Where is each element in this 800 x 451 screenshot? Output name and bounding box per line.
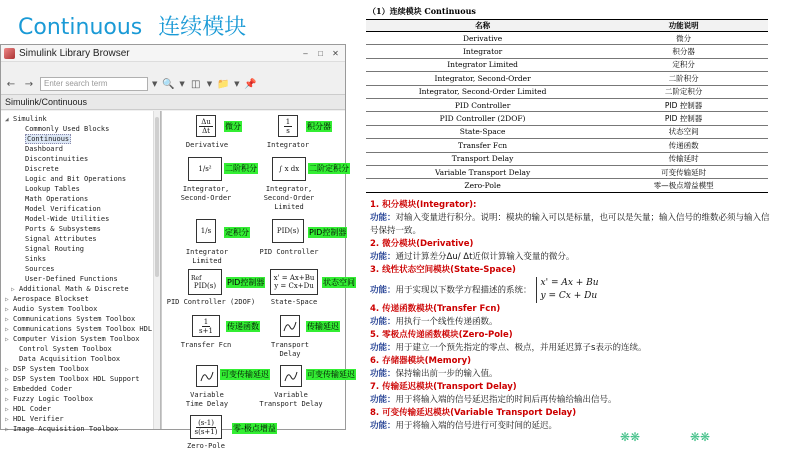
statespace-block[interactable] [270,269,318,295]
entry-desc-line [370,277,770,303]
module-name-cell: Integrator, Second-Order [366,72,599,85]
table-row [366,179,768,192]
entry-desc-line [370,342,770,355]
tree-item[interactable] [1,114,160,124]
table-row [366,112,768,125]
tree-item-label: Signal Routing [25,245,85,253]
search-dropdown-icon[interactable]: ▼ [152,80,158,88]
module-name-cell: Variable Transport Delay [366,165,599,178]
table-row [366,58,768,71]
library-tree [1,111,161,433]
tree-item-label: Audio System Toolbox [13,305,98,313]
pid2dof-sym: PID(s) [193,281,217,290]
tree-item[interactable] [1,374,160,384]
entry-title: 8. 可变传输延迟模块(Variable Transport Delay) [370,407,577,418]
entry-title: 7. 传输延迟模块(Transport Delay) [370,381,517,392]
tree-item[interactable] [1,184,160,194]
table-row [366,165,768,178]
entry-title: 5. 零极点传递函数模块(Zero-Pole) [370,329,513,340]
pid2dof-block[interactable] [188,269,222,295]
module-name-cell: Transport Delay [366,152,599,165]
open-folder-icon[interactable]: 📁 [216,78,230,90]
tree-item-label: Discrete [25,165,59,173]
statespace-label: State-Space [270,298,318,306]
transferfcn-num: 1 [203,317,209,326]
search-options-dropdown-icon[interactable]: ▼ [179,80,185,88]
tree-item[interactable] [1,214,160,224]
pid-block[interactable] [272,219,304,243]
entry-desc: 用于将输入端的信号延迟指定的时间后再传输给输出信号。 [395,394,617,405]
forward-icon[interactable]: → [24,78,34,90]
expand-arrow-icon[interactable]: ▷ [11,286,15,293]
vartransportdelay-block[interactable] [280,365,302,387]
table-row [366,125,768,138]
tag-derivative: 微分 [225,122,241,131]
integrator2lim-label: Integrator, Second-Order Limited [263,185,315,211]
tree-item[interactable] [1,344,160,354]
tag-vartimedelay: 可变传输延迟 [221,370,269,379]
pid2dof-ref: Ref [191,274,202,282]
expand-arrow-icon[interactable]: ▷ [5,426,9,433]
tree-item[interactable] [1,304,160,314]
tree-item-label: Math Operations [25,195,89,203]
integrator2-sym: 1/s² [198,165,212,173]
search-input[interactable]: Enter search term [40,77,148,91]
tree-item[interactable] [1,364,160,374]
tree-item[interactable] [1,254,160,264]
tree-item-label: DSP System Toolbox HDL Support [13,375,140,383]
simulink-library-browser [0,44,355,450]
tree-item[interactable] [1,204,160,214]
slide-title [18,10,246,41]
entry-title: 6. 存储器模块(Memory) [370,355,472,366]
search-options-icon[interactable]: 🔍 [162,78,175,90]
doc-heading: （1）连续模块 Continuous [368,6,476,16]
tree-item-label: Data Acquisition Toolbox [19,355,121,363]
tree-item[interactable] [1,174,160,184]
tree-item[interactable] [1,234,160,244]
tree-item-label: User-Defined Functions [25,275,118,283]
tree-item[interactable] [1,334,160,344]
module-desc-cell: 微分 [599,32,768,45]
tree-item-label: Aerospace Blockset [13,295,89,303]
tree-item-label: Computer Vision System Toolbox [13,335,140,343]
entry-desc-line [370,212,770,238]
pid-sym: PID(s) [276,227,300,235]
tree-item-label: HDL Coder [13,405,51,413]
tree-item-label: Communications System Toolbox HDL [13,325,153,333]
tag-integrator2: 二阶积分 [225,164,257,173]
statespace-l2: y = Cx+Du [274,282,314,290]
module-name-cell: Integrator Limited [366,58,599,71]
window-titlebar [1,45,345,62]
col-name-header: 名称 [366,20,599,32]
module-table [366,19,768,193]
library-path: Simulink/Continuous [1,94,345,110]
module-desc-cell: 传递函数 [599,139,768,152]
table-row [366,98,768,111]
tree-item[interactable] [1,394,160,404]
module-descriptions [370,199,770,433]
integrator-num: 1 [285,117,291,126]
tree-item[interactable] [1,244,160,254]
tree-item[interactable] [1,274,160,284]
vartimedelay-block[interactable] [196,365,218,387]
entry-desc: 用于将输入端的信号进行可变时间的延迟。 [395,420,558,431]
vartimedelay-label: Variable Time Delay [185,391,229,408]
equation-line-2: y = Cx + Du [540,290,598,301]
tree-item-label: Additional Math & Discrete [19,285,129,293]
expand-arrow-icon[interactable]: ▷ [5,366,9,373]
toolbar [1,74,345,94]
tree-item[interactable] [1,194,160,204]
col-desc-header: 功能说明 [599,20,768,32]
module-desc-cell: PID 控制器 [599,112,768,125]
expand-arrow-icon[interactable]: ▷ [5,406,9,413]
integrator2-block[interactable] [188,157,222,181]
tree-item-label: Signal Attributes [25,235,97,243]
entry-desc-line [370,316,770,329]
transferfcn-den: s+1 [199,326,213,335]
tag-pid: PID控制器 [309,228,347,237]
module-name-cell: Zero-Pole [366,179,599,192]
module-name-cell: PID Controller [366,98,599,111]
table-row [366,152,768,165]
maximize-icon[interactable]: □ [318,48,323,58]
module-desc-cell: 二阶积分 [599,72,768,85]
slide-title-en: Continuous [18,15,143,40]
tree-item-label: DSP System Toolbox [13,365,89,373]
pin-icon[interactable]: 📌 [244,78,257,90]
tree-item-label: Embedded Coder [13,385,73,393]
module-desc-cell: 定积分 [599,58,768,71]
tree-item[interactable] [1,144,160,154]
expand-arrow-icon[interactable]: ▷ [5,396,9,403]
zeropole-num: (s-1) [198,418,214,427]
expand-arrow-icon[interactable]: ▷ [5,326,9,333]
document-panel [362,0,770,450]
state-space-equation [536,277,599,303]
menubar [1,62,345,74]
tag-zeropole: 零-极点增益 [233,424,276,433]
transferfcn-block[interactable] [192,315,220,337]
tree-item-label: Dashboard [25,145,63,153]
entry-desc: 对输入变量进行积分。说明：模块的输入可以是标量，也可以是矢量；输入信号的维数必须与输入信号保持一致。 [370,212,770,236]
entry-desc-line [370,251,770,264]
variable-transport-delay-icon [284,369,298,383]
module-name-cell: Integrator [366,45,599,58]
expand-arrow-icon[interactable]: ▷ [5,306,9,313]
integrator-label: Integrator [266,141,310,149]
module-desc-cell: PID 控制器 [599,98,768,111]
integrator2-label: Integrator, Second-Order [180,185,232,202]
tag-integratorlim: 定积分 [225,228,249,237]
tree-item[interactable] [1,424,160,434]
entry-func-label: 功能： [370,368,396,379]
tag-statespace: 状态空间 [323,278,355,287]
derivative-block[interactable] [196,115,216,137]
decoration-sparkle-icon: ❋❋ [690,430,711,444]
entry-func-label: 功能： [370,342,396,353]
window-title: Simulink Library Browser [19,47,130,59]
equation-line-1: x' = Ax + Bu [540,277,599,288]
integrator-den: s [286,126,290,135]
pid2dof-label: PID Controller (2DOF) [166,298,256,306]
expand-arrow-icon[interactable]: ▷ [5,416,9,423]
tree-item-label: Lookup Tables [25,185,80,193]
integratorlim-label: Integrator Limited [185,248,229,265]
integrator2lim-sym: ∫ x dx [278,165,300,173]
vartransportdelay-label: Variable Transport Delay [259,391,323,408]
new-model-icon[interactable]: ◫ [191,78,201,90]
entry-title: 1. 积分模块(Integrator): [370,199,477,210]
entry-title: 2. 微分模块(Derivative) [370,238,474,249]
entry-title: 3. 线性状态空间模块(State-Space) [370,264,516,275]
tree-item-label: HDL Verifier [13,415,64,423]
tree-item[interactable] [1,164,160,174]
tree-item-label: Control System Toolbox [19,345,112,353]
tree-item[interactable] [1,154,160,164]
tree-item-label: Logic and Bit Operations [25,175,127,183]
tree-item[interactable] [1,324,160,334]
tag-transportdelay: 传输延迟 [307,322,339,331]
zeropole-block[interactable] [190,415,222,439]
entry-desc: 用执行一个线性传递函数。 [395,316,498,327]
module-desc-cell: 状态空间 [599,125,768,138]
expand-arrow-icon[interactable]: ▷ [5,296,9,303]
tag-vartransportdelay: 可变传输延迟 [307,370,355,379]
entry-desc-line [370,368,770,381]
tag-integrator2lim: 二阶定积分 [309,164,349,173]
transferfcn-label: Transfer Fcn [180,341,232,349]
variable-time-delay-icon [200,369,214,383]
module-desc-cell: 积分器 [599,45,768,58]
close-icon[interactable]: ✕ [332,48,339,58]
integrator-block[interactable] [278,115,298,137]
slide-title-cn: 连续模块 [158,15,247,40]
tree-item-label: Simulink [13,115,47,123]
zeropole-den: s(s+1) [194,427,218,436]
entry-func-label: 功能： [370,251,396,262]
entry-func-label: 功能： [370,285,396,296]
zeropole-label: Zero-Pole [187,442,225,450]
new-model-dropdown-icon[interactable]: ▼ [206,80,213,88]
module-name-cell: Integrator, Second-Order Limited [366,85,599,98]
tree-item[interactable] [1,384,160,394]
tree-item-label: Fuzzy Logic Toolbox [13,395,94,403]
expand-arrow-icon[interactable]: ◢ [5,116,9,123]
expand-arrow-icon[interactable]: ▷ [5,336,9,343]
table-row [366,45,768,58]
entry-func-label: 功能： [370,420,396,431]
tree-item-label: Image Acquisition Toolbox [13,425,119,433]
module-desc-cell: 可变传输延时 [599,165,768,178]
tree-item[interactable] [1,134,160,144]
entry-desc: 用于实现以下数学方程描述的系统： [395,285,532,296]
tree-item[interactable] [1,404,160,414]
module-name-cell: PID Controller (2DOF) [366,112,599,125]
entry-desc: 保持输出前一步的输入值。 [395,368,498,379]
tree-item[interactable] [1,414,160,424]
tree-item[interactable] [1,124,160,134]
entry-desc: 用于建立一个预先指定的零点、极点，并用延迟算子s表示的连续。 [395,342,647,353]
transportdelay-block[interactable] [280,315,300,337]
table-row [366,85,768,98]
pid-label: PID Controller [259,248,319,256]
entry-func-label: 功能： [370,212,396,223]
tree-item-label: Commonly Used Blocks [25,125,110,133]
statespace-l1: x' = Ax+Bu [273,274,315,282]
open-folder-dropdown-icon[interactable]: ▼ [234,80,240,88]
transportdelay-label: Transport Delay [271,341,309,358]
tree-item-label: Ports & Subsystems [25,225,101,233]
tag-pid2dof: PID控制器 [227,278,265,287]
block-panel [161,111,355,450]
module-desc-cell: 零—极点增益模型 [599,179,768,192]
module-name-cell: Derivative [366,32,599,45]
tree-item[interactable] [1,224,160,234]
module-name-cell: Transfer Fcn [366,139,599,152]
entry-func-label: 功能： [370,316,396,327]
integrator2lim-block[interactable] [272,157,306,181]
module-desc-cell: 传输延时 [599,152,768,165]
tree-item[interactable] [1,264,160,274]
entry-desc: 通过计算差分Δu/ Δt近似计算输入变量的微分。 [395,251,575,262]
tag-transferfcn: 传递函数 [227,322,259,331]
tree-item-label: Discontinuities [25,155,89,163]
table-row [366,139,768,152]
derivative-label: Derivative [185,141,229,149]
derivative-num: Δu [201,117,211,126]
entry-func-label: 功能： [370,394,396,405]
transport-delay-icon [283,319,297,333]
tag-integrator: 积分器 [307,122,331,131]
integratorlim-sym: 1/s [200,227,212,235]
entry-desc-line [370,394,770,407]
tree-item-label: Sources [25,265,55,273]
simulink-app-icon [4,48,15,59]
tree-item-label: Communications System Toolbox [13,315,136,323]
tree-item[interactable] [1,314,160,324]
integratorlim-block[interactable] [196,219,216,243]
back-icon[interactable]: ← [6,78,16,90]
tree-item[interactable] [1,354,160,364]
table-row [366,32,768,45]
tree-item-label: Model-Wide Utilities [25,215,110,223]
tree-item[interactable] [1,284,160,294]
module-desc-cell: 二阶定积分 [599,85,768,98]
tree-item[interactable] [1,294,160,304]
entry-title: 4. 传递函数模块(Transfer Fcn) [370,303,501,314]
minimize-icon[interactable]: – [303,48,308,58]
expand-arrow-icon[interactable]: ▷ [5,386,9,393]
tree-item-label: Continuous [27,135,70,143]
derivative-den: Δt [202,126,210,135]
tree-item-label: Sinks [25,255,47,263]
decoration-sparkle-icon: ❋❋ [620,430,641,444]
table-row [366,72,768,85]
tree-item-label: Model Verification [25,205,101,213]
expand-arrow-icon[interactable]: ▷ [5,316,9,323]
module-name-cell: State-Space [366,125,599,138]
expand-arrow-icon[interactable]: ▷ [5,376,9,383]
